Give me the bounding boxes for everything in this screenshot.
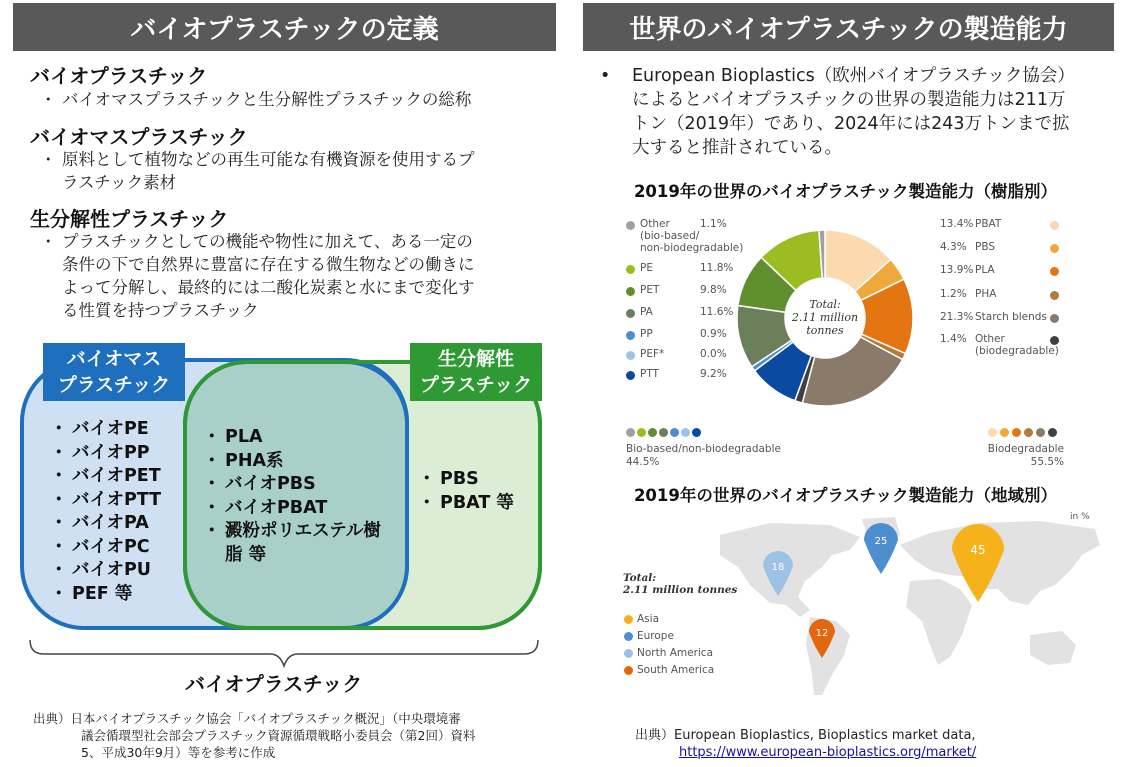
group-dot <box>659 428 668 437</box>
group-dot <box>648 428 657 437</box>
legend-dot <box>626 371 635 380</box>
bullet-text-line: ラスチック素材 <box>62 173 177 192</box>
center-label-line: tonnes <box>806 324 844 337</box>
legend-label <box>640 368 659 380</box>
legend-dot <box>626 309 635 318</box>
pin-shape <box>864 523 898 574</box>
legend-label-line: PA <box>640 306 653 318</box>
map-total-line: 2.11 million tonnes <box>623 584 738 596</box>
group-name: Biodegradable <box>987 443 1064 455</box>
legend-value: 1.2% <box>940 288 967 300</box>
source-line: 5、平成30年9月）等を参考に作成 <box>81 745 276 760</box>
legend-label-line: PET <box>640 284 660 296</box>
map-legend-dot <box>624 649 633 658</box>
legend-value: 1.1% <box>700 218 727 230</box>
pin-value: 25 <box>874 536 888 547</box>
list-item: ・ PHA系 <box>203 450 284 471</box>
bullet-text-line: によるとバイオプラスチックの世界の製造能力は211万 <box>632 90 1066 110</box>
legend-label-line: PP <box>640 328 653 340</box>
legend-label-line: Other <box>640 218 670 230</box>
biodegradable-tag-line: 生分解性 <box>437 348 514 370</box>
list-item: ・ バイオPA <box>50 513 149 533</box>
legend-label <box>975 264 995 276</box>
group-dot <box>1012 428 1021 437</box>
legend-label-line: PLA <box>975 264 995 276</box>
legend-value: 11.6% <box>700 306 734 318</box>
bullet-text-line: 大すると推計されている。 <box>632 138 842 158</box>
legend-label <box>640 284 659 296</box>
pin-value: 45 <box>970 543 986 557</box>
group-dot <box>626 428 635 437</box>
heading-biodegradable-plastic: 生分解性プラスチック <box>30 207 229 231</box>
map-pin-north-america <box>761 549 795 598</box>
legend-dot <box>626 287 635 296</box>
bullet-text-line: る性質を持つプラスチック <box>62 301 259 320</box>
legend-value: 13.4% <box>940 218 974 230</box>
legend-label <box>640 262 653 274</box>
legend-value: 9.2% <box>700 368 727 380</box>
legend-label-line: PHA <box>975 288 997 300</box>
list-item: ・ バイオPBAT <box>203 497 328 518</box>
list-item: ・ バイオPTT <box>50 489 162 510</box>
left-panel-title: バイオプラスチックの定義 <box>13 3 556 51</box>
map-landmasses <box>720 517 1100 695</box>
right-source <box>635 727 976 761</box>
list-item: ・ バイオPE <box>50 419 149 439</box>
map-total-line: Total: <box>623 572 657 584</box>
venn-brace <box>30 640 538 666</box>
group-dot <box>988 428 997 437</box>
legend-label-line: PEF* <box>640 348 665 360</box>
bullet-dot: • <box>600 66 611 86</box>
biomass-only-list <box>50 418 161 606</box>
biomass-tag-line: プラスチック <box>57 374 171 396</box>
map-legend-dot <box>624 615 633 624</box>
legend-value: 0.9% <box>700 328 727 340</box>
legend-label <box>975 311 1047 323</box>
bullet-dot: ・ <box>40 150 57 169</box>
list-item: ・ PBAT 等 <box>418 492 514 513</box>
group-dot <box>1000 428 1009 437</box>
group-dot <box>670 428 679 437</box>
biomass-tag-line: バイオマス <box>66 348 162 370</box>
legend-label <box>640 218 743 254</box>
list-item: 脂 等 <box>225 544 267 565</box>
biodegradable-tag-line: プラスチック <box>419 374 533 396</box>
legend-dot <box>1050 291 1059 300</box>
group-left-label <box>626 443 781 469</box>
legend-label-line: (biodegradable) <box>975 345 1059 357</box>
heading-biomass-plastic: バイオマスプラスチック <box>30 125 248 149</box>
group-name: Bio-based/non-biodegradable <box>626 443 781 455</box>
legend-dot <box>1050 336 1059 345</box>
map-legend-label: North America <box>637 647 714 659</box>
group-dot <box>681 428 690 437</box>
biomass-tag <box>43 343 185 401</box>
right-bullet <box>600 64 1108 160</box>
pin-shape <box>763 551 793 596</box>
legend-dot <box>626 265 635 274</box>
list-item: ・ PLA <box>203 427 263 447</box>
legend-label-line: non-biodegradable) <box>640 242 744 254</box>
pin-value: 12 <box>815 628 829 639</box>
source-link[interactable]: https://www.european-bioplastics.org/market/ <box>679 745 977 760</box>
center-label-line: 2.11 million <box>791 311 859 324</box>
bullet-text-line: 原料として植物などの再生可能な有機資源を使用するプ <box>62 150 475 169</box>
legend-dot <box>1050 221 1059 230</box>
source-line: 出典）日本バイオプラスチック協会「バイオプラスチック概況」（中央環境審 <box>33 711 461 726</box>
group-dot <box>1048 428 1057 437</box>
legend-dot <box>1050 267 1059 276</box>
legend-label <box>975 333 1059 357</box>
bullet-text: バイオマスプラスチックと生分解性プラスチックの総称 <box>62 90 472 109</box>
map-legend-dot <box>624 666 633 675</box>
list-item: ・ バイオPU <box>50 560 152 580</box>
group-dot <box>692 428 701 437</box>
group-value: 44.5% <box>626 456 660 468</box>
right-panel-title: 世界のバイオプラスチックの製造能力 <box>583 3 1114 51</box>
left-source <box>33 710 563 761</box>
legend-label-line: PTT <box>640 368 659 380</box>
list-item: ・ バイオPC <box>50 536 150 557</box>
bullet-text-line: 条件の下で自然界に豊富に存在する微生物などの働きに <box>62 255 475 274</box>
legend-dot <box>1050 314 1059 323</box>
legend-label-line: PBS <box>975 241 996 253</box>
list-item: ・ バイオPP <box>50 442 150 463</box>
bullet-text-line: European Bioplastics（欧州バイオプラスチック協会） <box>632 66 1075 86</box>
pie-chart-title: 2019年の世界のバイオプラスチック製造能力（樹脂別） <box>633 182 1058 201</box>
legend-value: 9.8% <box>700 284 727 296</box>
legend-dot <box>626 351 635 360</box>
legend-label-line: PE <box>640 262 653 274</box>
legend-value: 11.8% <box>700 262 734 274</box>
legend-label-line: Other <box>975 333 1005 345</box>
bullet-dot: ・ <box>40 90 57 109</box>
source-label: 出典）European Bioplastics, Bioplastics market data, <box>635 728 976 743</box>
list-item: ・ バイオPBS <box>203 474 316 494</box>
map-pin-europe <box>862 521 900 576</box>
map-legend-label: Asia <box>637 613 660 625</box>
source-line: 議会循環型社会部会プラスチック資源循環戦略小委員会（第2回）資料 <box>81 728 476 743</box>
bullet-text-line: よって分解し、最終的には二酸化炭素と水にまで変化す <box>62 278 475 297</box>
list-item: ・ 澱粉ポリエステル樹 <box>203 521 381 541</box>
map-pin-south-america <box>807 617 837 660</box>
legend-label <box>975 218 1001 230</box>
list-item: ・ PEF 等 <box>50 583 133 604</box>
group-dot <box>1036 428 1045 437</box>
australia-shape <box>1030 631 1076 665</box>
center-label-line: Total: <box>809 298 841 311</box>
legend-dot <box>1050 244 1059 253</box>
bullet-text-line: プラスチックとしての機能や物性に加えて、ある一定の <box>62 232 473 251</box>
group-value: 55.5% <box>1030 456 1064 468</box>
map-unit: in % <box>1070 512 1090 522</box>
legend-label-line: PBAT <box>975 218 1002 230</box>
legend-label <box>640 328 653 340</box>
map-legend-dot <box>624 632 633 641</box>
map-legend-label: South America <box>637 664 715 676</box>
legend-label <box>640 306 653 318</box>
map-legend-label: Europe <box>637 630 674 642</box>
map-chart-title: 2019年の世界のバイオプラスチック製造能力（地域別） <box>633 486 1058 505</box>
list-item: ・ PBS <box>418 469 479 489</box>
map-total <box>623 572 737 596</box>
pin-value: 18 <box>771 562 785 573</box>
legend-label-line: (bio-based/ <box>640 230 700 242</box>
legend-value: 0.0% <box>700 348 727 360</box>
legend-dot <box>626 331 635 340</box>
legend-value: 4.3% <box>940 241 967 253</box>
group-right-label <box>960 443 1064 469</box>
legend-label <box>640 348 664 360</box>
group-dot <box>637 428 646 437</box>
bullet-text-line: トン（2019年）であり、2024年には243万トンまで拡 <box>632 114 1070 134</box>
map-pin-asia <box>950 522 1006 604</box>
pin-shape <box>952 524 1004 602</box>
biodegradable-tag <box>410 343 542 401</box>
heading-bioplastic: バイオプラスチック <box>30 64 208 88</box>
overlap-list <box>203 426 381 567</box>
bullet-dot: ・ <box>40 232 57 251</box>
venn-caption: バイオプラスチック <box>185 672 363 696</box>
biodegradable-only-list <box>418 468 514 515</box>
legend-label-line: Starch blends <box>975 311 1047 323</box>
legend-value: 13.9% <box>940 264 974 276</box>
legend-dot <box>626 221 635 230</box>
legend-value: 21.3% <box>940 311 974 323</box>
group-dot <box>1024 428 1033 437</box>
legend-label <box>975 288 996 300</box>
legend-label <box>975 241 995 253</box>
list-item: ・ バイオPET <box>50 466 161 486</box>
legend-value: 1.4% <box>940 333 967 345</box>
